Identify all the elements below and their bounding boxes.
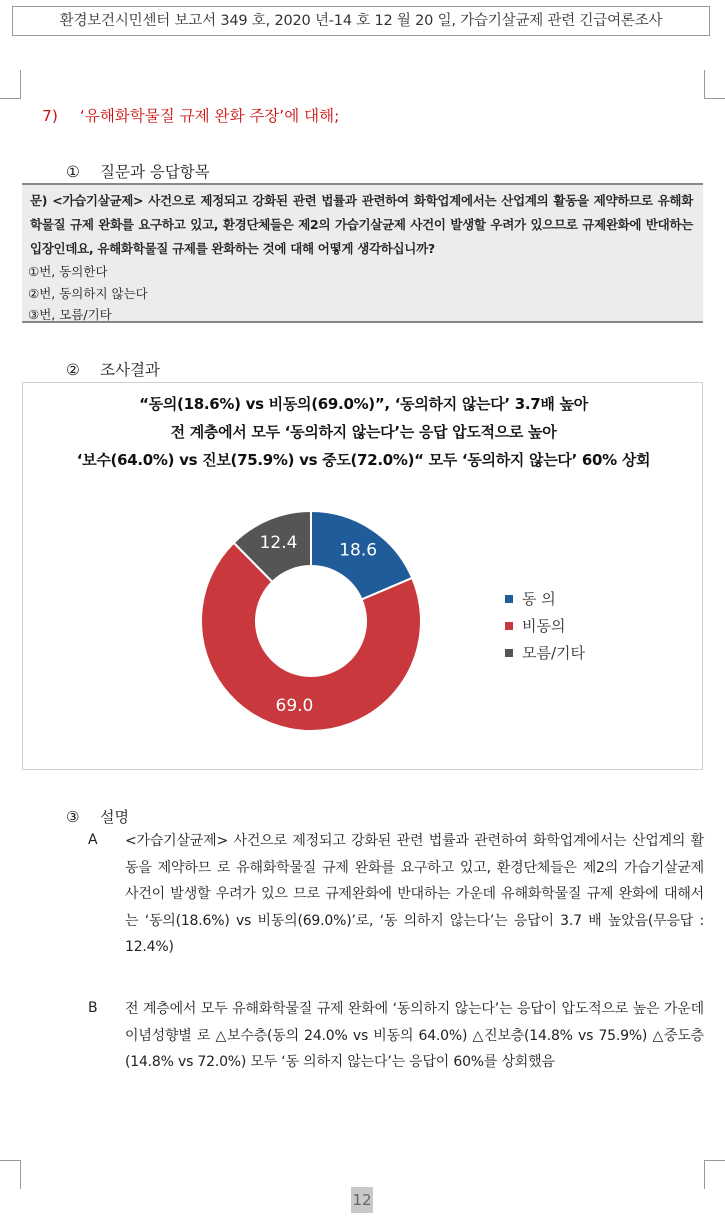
headline-1: “동의(18.6%) vs 비동의(69.0%)”, ‘동의하지 않는다’ 3.7배 높아 xyxy=(139,395,588,413)
section-number: 7) xyxy=(42,107,58,125)
subheading-results xyxy=(66,358,160,380)
donut-label-disagree: 69.0 xyxy=(275,695,314,716)
explanation-a-label: A xyxy=(88,832,98,848)
question-box xyxy=(22,183,703,323)
crop-mark-bottom-right xyxy=(704,1160,725,1189)
legend-swatch-unknown xyxy=(505,649,513,657)
donut-label-agree: 18.6 xyxy=(339,540,378,561)
answer-option-2: ②번, 동의하지 않는다 xyxy=(28,285,148,301)
subheading-explanation-number: ③ xyxy=(66,808,80,826)
legend-item-agree xyxy=(505,586,585,613)
chart-legend xyxy=(505,586,585,667)
explanation-b-text: 전 계층에서 모두 유해화학물질 규제 완화에 ‘동의하지 않는다’는 응답이 압도적으로 높은 가운데 이념성향별 로 △보수층(동의 24.0% vs 비동의 64.0%) △진보층(14.8% vs 75.9%) △중도층(14.8% vs 72.0%) 모두 ‘동 의하지 않는다’는 응답이 60%를 상회했음 xyxy=(125,1001,704,1070)
subheading-explanation-label: 설명 xyxy=(100,808,129,826)
subheading-results-label: 조사결과 xyxy=(100,361,160,379)
crop-mark-bottom-left xyxy=(0,1160,21,1189)
legend-swatch-agree xyxy=(505,595,513,603)
report-header xyxy=(12,6,710,36)
legend-label-agree: 동 의 xyxy=(522,590,556,608)
subheading-question-label: 질문과 응답항목 xyxy=(100,163,210,181)
headline-3: ‘보수(64.0%) vs 진보(75.9%) vs 중도(72.0%)“ 모두 ‘동의하지 않는다’ 60% 상회 xyxy=(76,451,651,469)
legend-item-unknown xyxy=(505,640,585,667)
crop-mark-top-right xyxy=(704,70,725,99)
donut-chart xyxy=(23,471,704,771)
subheading-explanation xyxy=(66,806,129,827)
legend-label-unknown: 모름/기타 xyxy=(522,644,586,662)
subheading-question xyxy=(66,160,210,182)
section-heading xyxy=(42,104,339,126)
donut-label-unknown: 12.4 xyxy=(259,532,298,553)
question-text: 문) <가습기살균제> 사건으로 제정되고 강화된 관련 법률과 관련하여 화학업계에서는 산업계의 활동을 제약하므로 유해화학물질 규제 완화를 요구하고 있고, 환경단체들은 제2의 가습기살균제 사건이 발생할 우려가 있으므로 규제완화에 반대하는 입장인데요, 유해화학물질 규제를 완화하는 것에 대해 어떻게 생각하십니까? xyxy=(30,193,693,256)
explanation-a-text: <가습기살균제> 사건으로 제정되고 강화된 관련 법률과 관련하여 화학업계에서는 산업계의 활동을 제약하므 로 유해화학물질 규제 완화를 요구하고 있고, 환경단체들은 제2의 가습기살균제 사건이 발생할 우려가 있으 므로 규제완화에 반대하는 가운데 유해화학물질 규제 완화에 대해서는 ‘동의(18.6%) vs 비동의(69.0%)’로, ‘동 의하지 않는다’는 응답이 3.7 배 높았음(무응답 : 12.4%) xyxy=(125,833,704,955)
section-title: ‘유해화학물질 규제 완화 주장’에 대해; xyxy=(79,107,340,125)
crop-mark-top-left xyxy=(0,70,21,99)
answer-option-3: ③번, 모름/기타 xyxy=(28,307,112,322)
legend-label-disagree: 비동의 xyxy=(522,617,566,635)
legend-swatch-disagree xyxy=(505,622,513,630)
subheading-question-number: ① xyxy=(66,163,80,181)
answer-option-1: ①번, 동의한다 xyxy=(28,264,108,279)
explanation-b-label: B xyxy=(88,1000,98,1016)
page-number: 12 xyxy=(351,1187,373,1213)
survey-result-box xyxy=(22,382,703,770)
headline-2: 전 계층에서 모두 ‘동의하지 않는다’는 응답 압도적으로 높아 xyxy=(170,423,557,441)
legend-item-disagree xyxy=(505,613,585,640)
report-header-title: 환경보건시민센터 보고서 349 호, 2020 년-14 호 12 월 20 일, 가습기살균제 관련 긴급여론조사 xyxy=(59,13,663,29)
subheading-results-number: ② xyxy=(66,361,80,379)
